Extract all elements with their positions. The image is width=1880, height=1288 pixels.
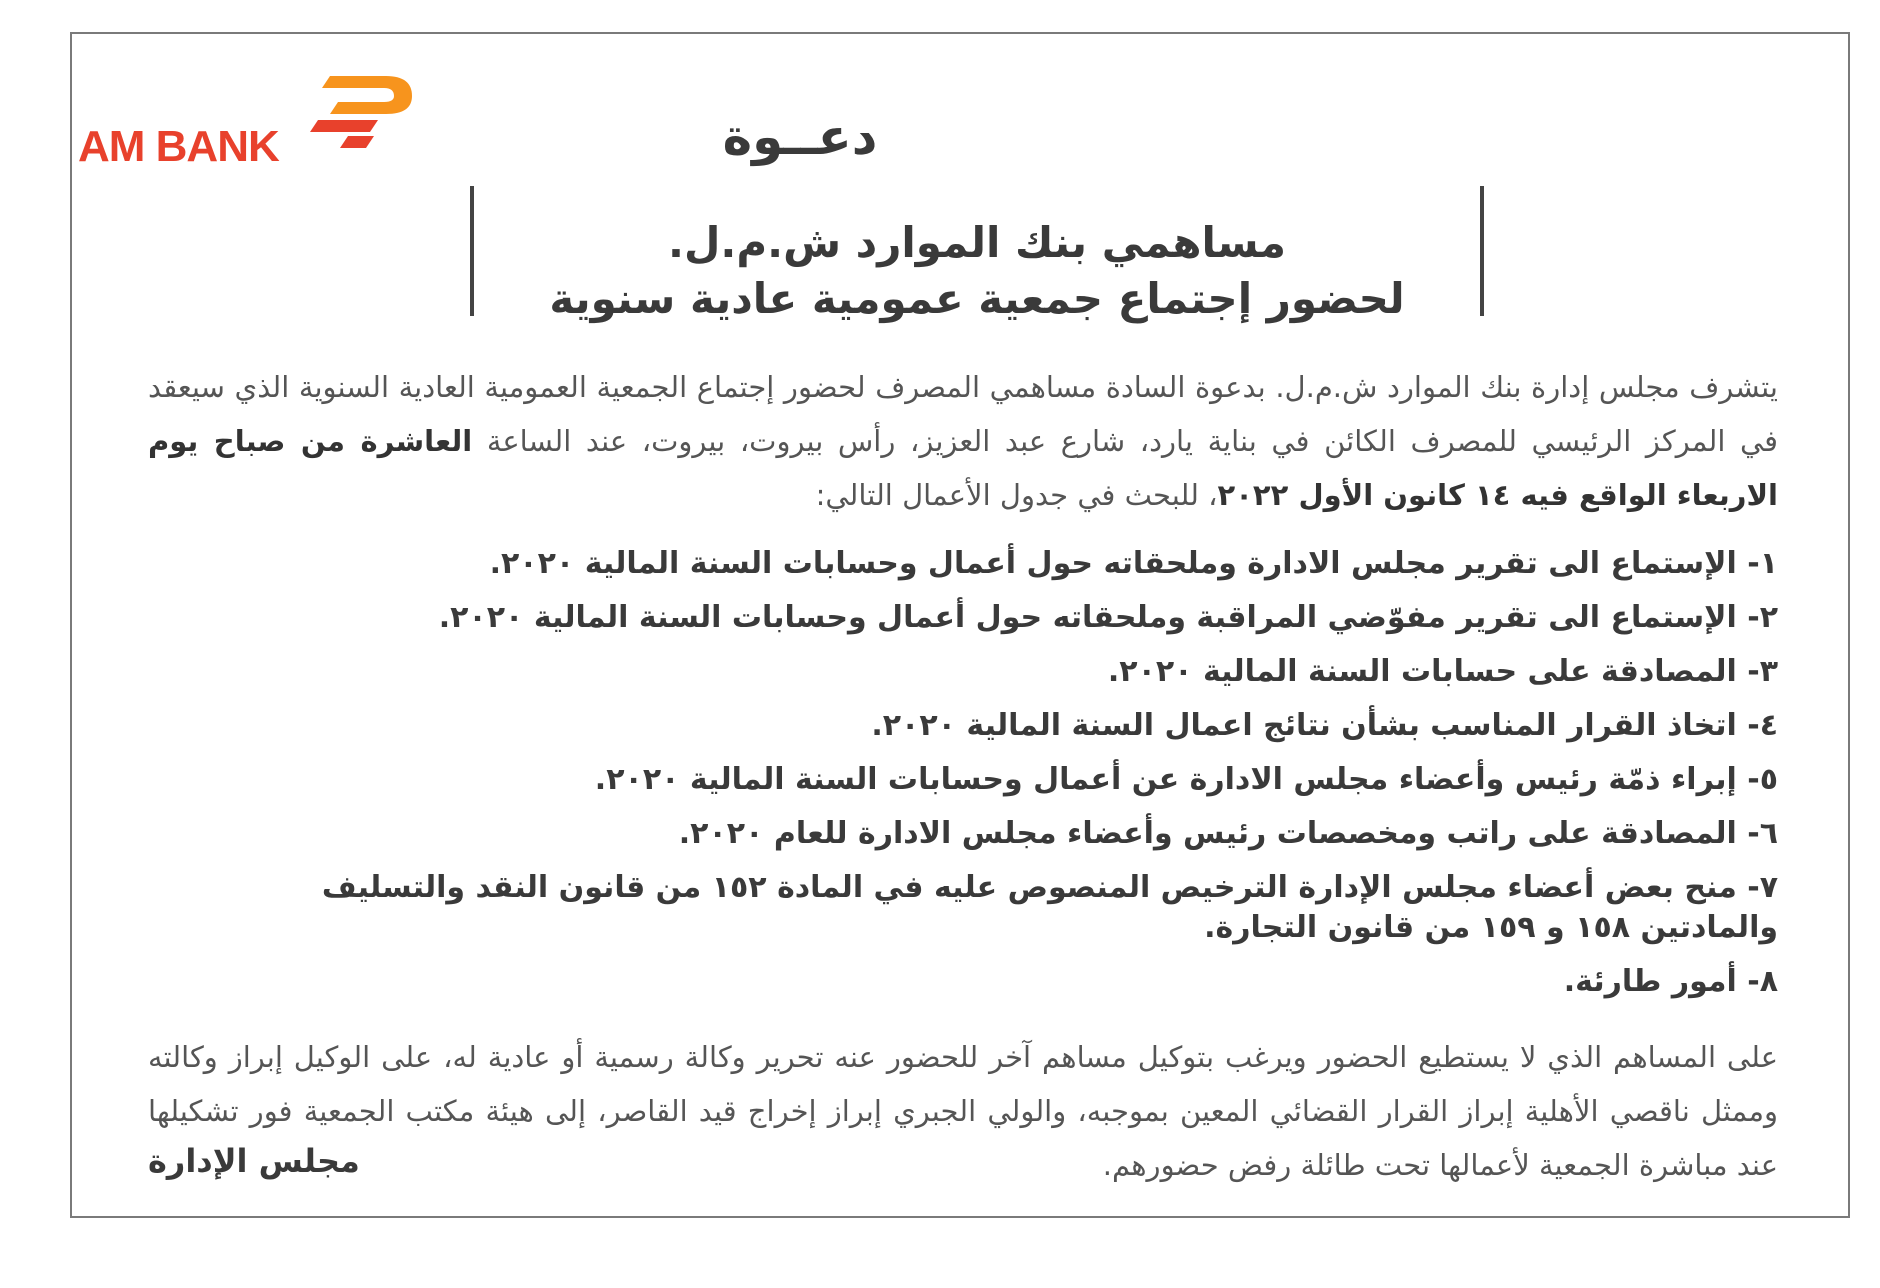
page-title: دعــوة [722, 108, 878, 166]
subtitle-line-1: مساهمي بنك الموارد ش.م.ل. [667, 218, 1286, 267]
intro-text-2: ، للبحث في جدول الأعمال التالي: [815, 478, 1218, 512]
intro-paragraph [148, 360, 1778, 522]
agenda-item-2: ٢- الإستماع الى تقرير مفوّضي المراقبة وملحقاته حول أعمال وحسابات السنة المالية ٢٠٢٠. [438, 600, 1778, 635]
bank-logo [78, 70, 418, 180]
agenda-item-5: ٥- إبراء ذمّة رئيس وأعضاء مجلس الادارة عن أعمال وحسابات السنة المالية ٢٠٢٠. [594, 762, 1778, 797]
agenda-item-1: ١- الإستماع الى تقرير مجلس الادارة وملحقاته حول أعمال وحسابات السنة المالية ٢٠٢٠. [489, 546, 1778, 581]
logo-mark-icon [308, 70, 418, 150]
intro-text-1: يتشرف مجلس إدارة بنك الموارد ش.م.ل. بدعوة السادة مساهمي المصرف لحضور إجتماع الجمعية العمومية العادية السنوية الذي سيعقد في المركز الرئيسي للمصرف الكائن في بناية يارد، شارع عبد العزيز، رأس بيروت، بيروت، عند الساعة [148, 370, 1779, 458]
signature: مجلس الإدارة [148, 1142, 360, 1180]
logo-text: AM BANK [78, 122, 279, 171]
intro-date-bold: العاشرة من صباح يوم الاربعاء الواقع فيه ١٤ كانون الأول ٢٠٢٢ [148, 424, 1778, 512]
agenda-item-8: ٨- أمور طارئة. [1563, 964, 1778, 999]
subtitle-line-2: لحضور إجتماع جمعية عمومية عادية سنوية [549, 274, 1405, 323]
agenda-item-7: ٧- منح بعض أعضاء مجلس الإدارة الترخيص المنصوص عليه في المادة ١٥٢ من قانون النقد والتسليف والمادتين ١٥٨ و ١٥٩ من قانون التجارة. [321, 870, 1778, 945]
agenda-item-4: ٤- اتخاذ القرار المناسب بشأن نتائج اعمال السنة المالية ٢٠٢٠. [871, 708, 1778, 743]
subtitle-block [400, 176, 1494, 324]
subtitle-left-bar [470, 186, 474, 316]
closing-paragraph: على المساهم الذي لا يستطيع الحضور ويرغب بتوكيل مساهم آخر للحضور عنه تحرير وكالة رسمية أو عادية له، على الوكيل إبراز وكالته وممثل ناقصي الأهلية إبراز القرار القضائي المعين بموجبه، والولي الجبري إبراز إخراج قيد القاصر، إلى هيئة مكتب الجمعية فور تشكيلها عند مباشرة الجمعية لأعمالها تحت طائلة رفض حضورهم. [148, 1040, 1778, 1182]
subtitle-right-bar [1480, 186, 1484, 316]
agenda-item-3: ٣- المصادقة على حسابات السنة المالية ٢٠٢٠. [1107, 654, 1778, 689]
agenda-list [300, 544, 1778, 1016]
agenda-item-6: ٦- المصادقة على راتب ومخصصات رئيس وأعضاء مجلس الادارة للعام ٢٠٢٠. [678, 816, 1778, 851]
